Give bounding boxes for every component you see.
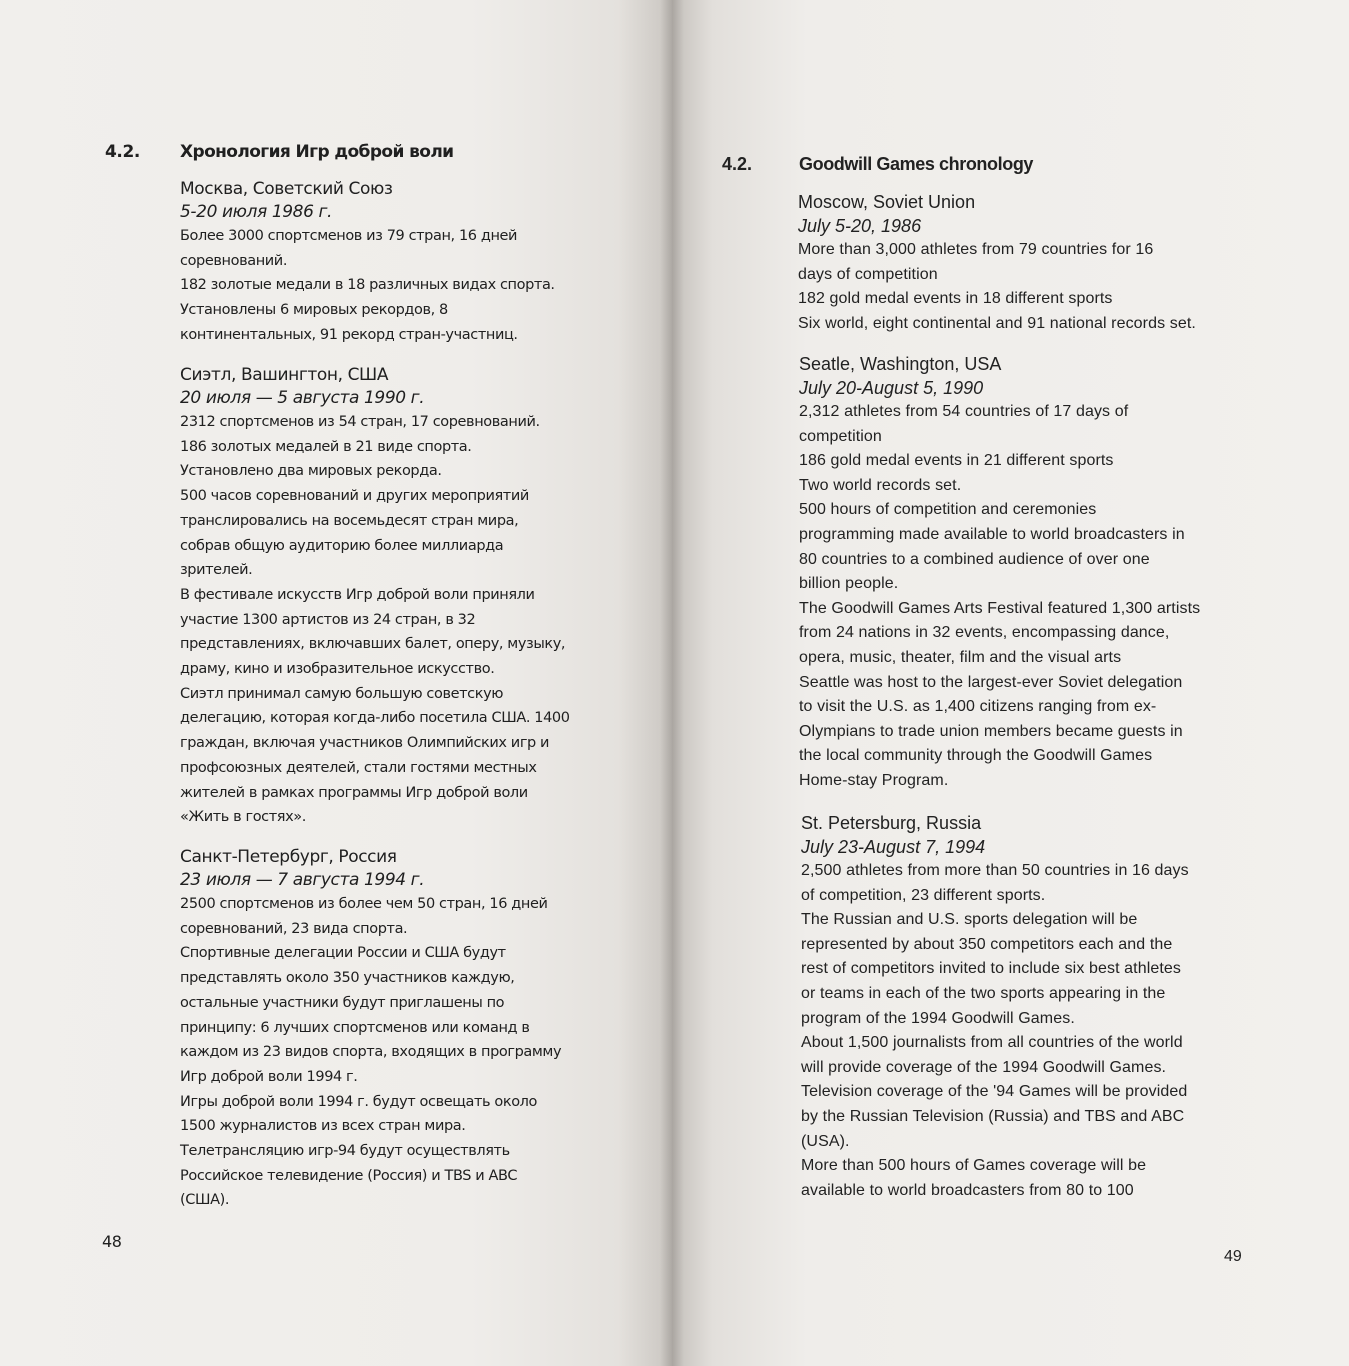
- entry-line: The Russian and U.S. sports delegation will be: [801, 911, 1138, 929]
- entry-line: делегацию, которая когда-либо посетила США. 1400: [180, 710, 570, 727]
- entry-line: Olympians to trade union members became guests in: [799, 722, 1183, 740]
- entry-line: соревнований.: [180, 252, 288, 269]
- entry-line: days of competition: [798, 265, 938, 283]
- entry-line: транслировались на восемьдесят стран мира,: [180, 512, 519, 529]
- chronology-entry-st-petersburg: [801, 811, 1271, 1203]
- entry-line: каждом из 23 видов спорта, входящих в программу: [180, 1044, 562, 1061]
- entry-line: профсоюзных деятелей, стали гостями местных: [180, 759, 537, 776]
- entry-line: Установлено два мировых рекорда.: [180, 463, 442, 480]
- entry-dates: 23 июля — 7 августа 1994 г.: [180, 870, 425, 890]
- entry-line: to visit the U.S. as 1,400 citizens ranging from ex-: [799, 698, 1157, 716]
- entry-place: Seatle, Washington, USA: [799, 354, 1002, 374]
- entry-line: 182 gold medal events in 18 different sports: [798, 290, 1113, 308]
- entry-line: представлять около 350 участников каждую,: [180, 970, 515, 987]
- entry-place: Moscow, Soviet Union: [798, 192, 976, 212]
- entry-line: жителей в рамках программы Игр доброй воли: [180, 784, 528, 801]
- entry-line: Seattle was host to the largest-ever Soviet delegation: [799, 673, 1183, 691]
- entry-line: 80 countries to a combined audience of over one: [799, 550, 1150, 568]
- entry-line: 2312 спортсменов из 54 стран, 17 соревнований.: [180, 414, 540, 430]
- entry-line: More than 500 hours of Games coverage will be: [801, 1157, 1147, 1175]
- entry-line: rest of competitors invited to include six best athletes: [801, 960, 1182, 978]
- chronology-entry-st-petersburg: [180, 846, 640, 1213]
- entry-line: участие 1300 артистов из 24 стран, в 32: [180, 611, 476, 628]
- entry-line: 500 часов соревнований и других мероприятий: [180, 488, 529, 505]
- entry-line: will provide coverage of the 1994 Goodwill Games.: [801, 1058, 1167, 1076]
- entry-line: «Жить в гостях».: [180, 809, 306, 826]
- entry-line: принципу: 6 лучших спортсменов или команд в: [180, 1019, 530, 1036]
- entry-line: opera, music, theater, film and the visual arts: [799, 648, 1122, 666]
- section-number: 4.2.: [722, 154, 753, 174]
- entry-line: of competition, 23 different sports.: [801, 886, 1046, 904]
- entry-line: Игры доброй воли 1994 г. будут освещать около: [180, 1093, 538, 1110]
- left-page: [0, 0, 672, 1366]
- entry-line: 182 золотые медали в 18 различных видах спорта.: [180, 277, 555, 294]
- entry-line: the local community through the Goodwill Games: [799, 747, 1153, 765]
- entry-line: Two world records set.: [799, 476, 962, 494]
- entry-line: represented by about 350 competitors each and the: [801, 935, 1173, 953]
- entry-line: Российское телевидение (Россия) и TBS и ABC: [180, 1167, 518, 1184]
- entry-dates: 20 июля — 5 августа 1990 г.: [180, 388, 425, 408]
- page-number: 49: [1224, 1248, 1242, 1265]
- entry-line: The Goodwill Games Arts Festival featured 1,300 artists: [799, 599, 1201, 617]
- entry-line: from 24 nations in 32 events, encompassing dance,: [799, 624, 1170, 642]
- entry-dates: July 23-August 7, 1994: [801, 837, 986, 857]
- entry-dates: July 5-20, 1986: [798, 216, 922, 236]
- entry-line: 500 hours of competition and ceremonies: [799, 501, 1097, 519]
- page-number: 48: [102, 1232, 122, 1251]
- entry-line: by the Russian Television (Russia) and TBS and ABC: [801, 1107, 1185, 1125]
- entry-line: Более 3000 спортсменов из 79 стран, 16 дней: [180, 228, 518, 244]
- section-title: Хронология Игр доброй воли: [180, 142, 454, 162]
- entry-line: 186 gold medal events in 21 different sports: [799, 452, 1114, 470]
- entry-dates: 5-20 июля 1986 г.: [180, 202, 333, 222]
- entry-line: Установлены 6 мировых рекордов, 8: [180, 302, 448, 319]
- chronology-entry-moscow: [180, 178, 640, 348]
- entry-line: 2,312 athletes from 54 countries of 17 days of: [799, 403, 1129, 420]
- entry-line: 2,500 athletes from more than 50 countries in 16 days: [801, 862, 1189, 879]
- entry-line: 1500 журналистов из всех стран мира.: [180, 1118, 466, 1135]
- entry-line: континентальных, 91 рекорд стран-участниц.: [180, 326, 518, 343]
- entry-line: program of the 1994 Goodwill Games.: [801, 1009, 1075, 1027]
- entry-line: В фестивале искусств Игр доброй воли приняли: [180, 586, 535, 603]
- entry-place: Москва, Советский Союз: [180, 179, 393, 199]
- entry-place: Сиэтл, Вашингтон, США: [180, 365, 389, 385]
- entry-line: 186 золотых медалей в 21 виде спорта.: [180, 438, 472, 455]
- entry-line: available to world broadcasters from 80 to 100: [801, 1181, 1134, 1199]
- entry-line: представлениях, включавших балет, оперу, музыку,: [180, 636, 566, 653]
- entry-line: граждан, включая участников Олимпийских игр и: [180, 735, 550, 752]
- entry-line: programming made available to world broadcasters in: [799, 525, 1185, 543]
- entry-line: About 1,500 journalists from all countries of the world: [801, 1034, 1183, 1052]
- entry-place: St. Petersburg, Russia: [801, 813, 982, 833]
- chronology-entry-seattle: [180, 364, 640, 830]
- entry-line: (США).: [180, 1192, 230, 1209]
- chronology-entry-seattle: [799, 352, 1269, 794]
- entry-line: (USA).: [801, 1132, 850, 1150]
- entry-line: 2500 спортсменов из более чем 50 стран, 16 дней: [180, 896, 548, 912]
- entry-line: соревнований, 23 вида спорта.: [180, 920, 408, 937]
- chronology-entry-moscow: [798, 190, 1268, 336]
- entry-line: Home-stay Program.: [799, 771, 949, 789]
- section-number: 4.2.: [105, 142, 140, 162]
- entry-line: billion people.: [799, 575, 899, 593]
- entry-line: Игр доброй воли 1994 г.: [180, 1068, 358, 1085]
- entry-line: Six world, eight continental and 91 national records set.: [798, 314, 1196, 332]
- entry-line: More than 3,000 athletes from 79 countries for 16: [798, 241, 1154, 258]
- entry-line: остальные участники будут приглашены по: [180, 994, 505, 1011]
- entry-line: собрав общую аудиторию более миллиарда: [180, 537, 504, 554]
- entry-line: Телетрансляцию игр-94 будут осуществлять: [180, 1143, 510, 1160]
- entry-line: драму, кино и изобразительное искусство.: [180, 661, 495, 678]
- entry-line: зрителей.: [180, 562, 253, 579]
- section-title: Goodwill Games chronology: [799, 154, 1034, 174]
- entry-dates: July 20-August 5, 1990: [799, 378, 984, 398]
- book-gutter: [660, 0, 684, 1366]
- entry-line: Television coverage of the '94 Games will be provided: [801, 1083, 1188, 1101]
- entry-line: or teams in each of the two sports appearing in the: [801, 984, 1166, 1002]
- right-page: [672, 0, 1349, 1366]
- entry-line: Сиэтл принимал самую большую советскую: [180, 685, 504, 702]
- entry-place: Санкт-Петербург, Россия: [180, 847, 397, 867]
- entry-line: competition: [799, 427, 882, 445]
- entry-line: Спортивные делегации России и США будут: [180, 945, 506, 962]
